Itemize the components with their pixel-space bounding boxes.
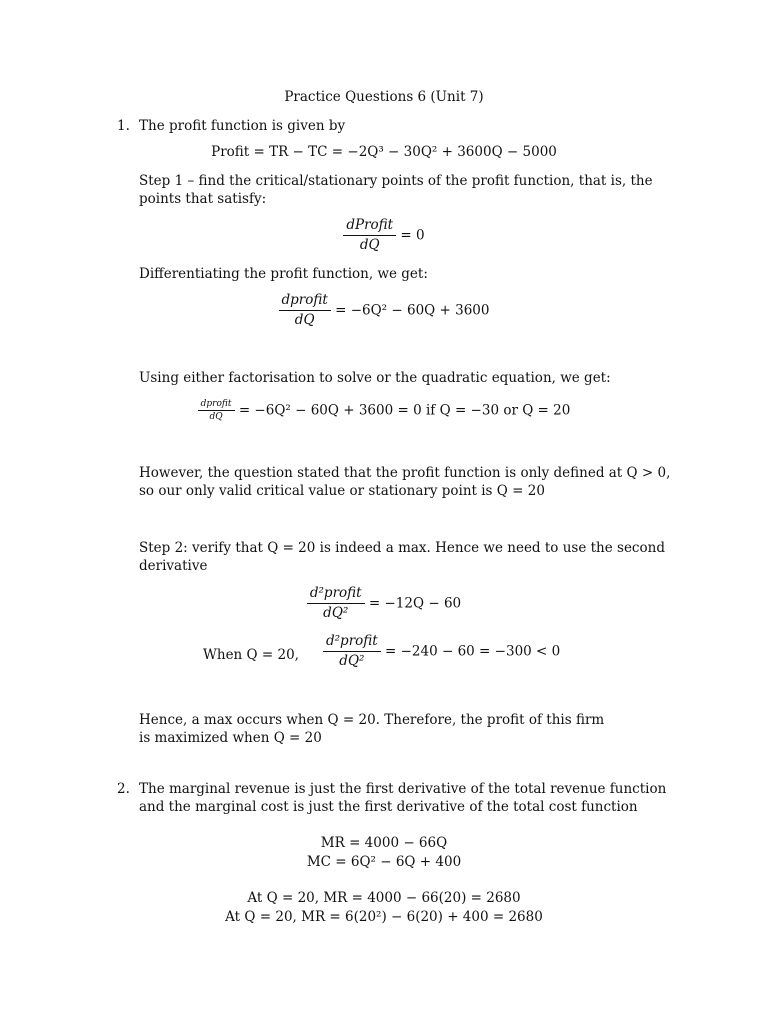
page-title: Practice Questions 6 (Unit 7) [284,89,484,105]
fraction-numerator: dProfit [346,217,394,233]
stationary-condition [0,216,768,255]
fraction [279,291,331,330]
when-q-label: When Q = 20, [203,647,299,663]
fraction-denominator: dQ [343,235,396,255]
however-text: However, the question stated that the profit function is only defined at Q > 0, so our only valid critical value or stationary point is Q = 20 [139,465,671,499]
equation-rhs: = −6Q² − 60Q + 3600 = 0 if Q = −30 or Q = 20 [238,402,571,419]
mc-at-20: At Q = 20, MR = 6(20²) − 6(20) + 400 = 2680 [225,909,543,925]
second-derivative-equation [0,584,768,623]
fraction [323,632,381,671]
step-2-text: Step 2: verify that Q = 20 is indeed a max. Hence we need to use the second derivative [139,540,665,574]
mr-at-20: At Q = 20, MR = 4000 − 66(20) = 2680 [247,890,521,906]
question-2-text: The marginal revenue is just the first derivative of the total revenue function and the marginal cost is just the first derivative of the total cost function [139,781,667,815]
second-derivative-at-20 [323,632,560,671]
equation-rhs: = 0 [400,227,425,244]
differentiating-text: Differentiating the profit function, we get: [139,266,428,282]
question-1-intro: The profit function is given by [139,118,346,134]
fraction [198,398,235,423]
fraction-numerator: dprofit [281,292,328,308]
fraction-denominator: dQ² [307,603,365,623]
mc-equation: MC = 6Q² − 6Q + 400 [306,854,462,870]
fraction-numerator: dprofit [200,399,232,409]
using-either-text: Using either factorisation to solve or the quadratic equation, we get: [139,370,611,386]
fraction-denominator: dQ² [323,651,381,671]
solution-equation [0,398,768,423]
fraction-denominator: dQ [279,310,331,330]
equation-rhs: = −12Q − 60 [368,595,462,612]
conclusion-text: Hence, a max occurs when Q = 20. Therefore, the profit of this firm is maximized when Q = 20 [139,712,605,746]
step-1-text: Step 1 – find the critical/stationary points of the profit function, that is, the points that satisfy: [139,173,653,207]
equation-rhs: = −6Q² − 60Q + 3600 [335,302,490,319]
fraction [307,584,365,623]
question-1-number: 1. [117,118,130,134]
first-derivative-equation [0,291,768,330]
profit-equation: Profit = TR − TC = −2Q³ − 30Q² + 3600Q − 5000 [211,144,557,160]
mr-equation: MR = 4000 − 66Q [320,835,448,851]
fraction-denominator: dQ [198,410,235,423]
fraction-numerator: d²profit [309,585,362,601]
equation-rhs: = −240 − 60 = −300 < 0 [385,643,561,660]
question-2-number: 2. [117,781,130,797]
fraction [343,216,396,255]
fraction-numerator: d²profit [326,633,378,649]
